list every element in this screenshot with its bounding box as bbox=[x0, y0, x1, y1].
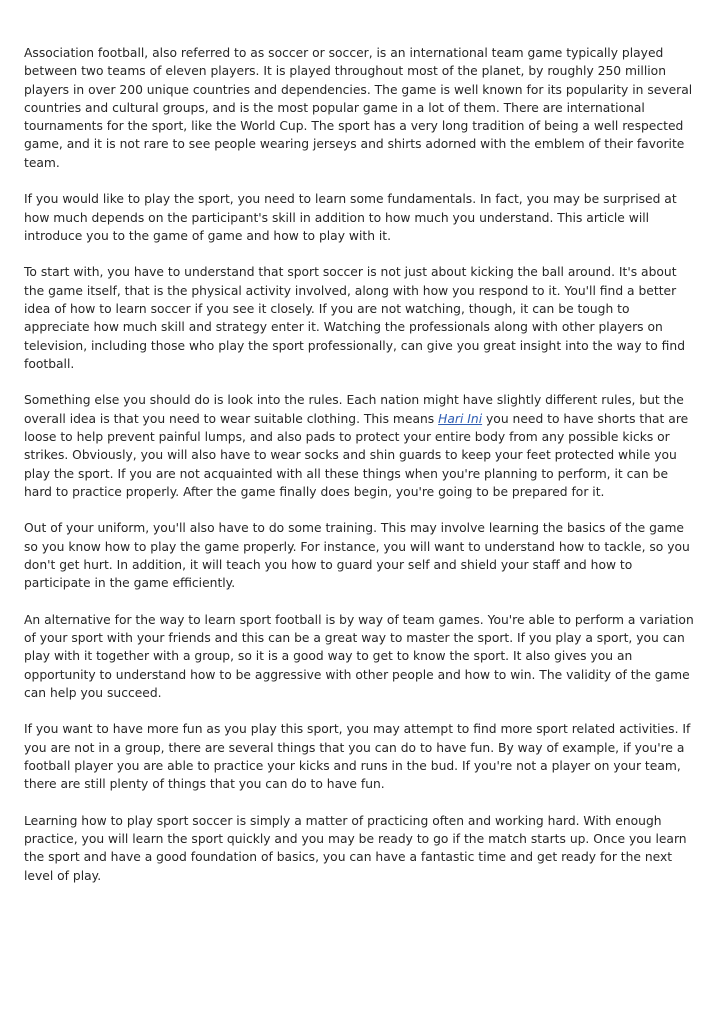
article-body bbox=[24, 44, 696, 903]
paragraph-7: If you want to have more fun as you play this sport, you may attempt to find more sport related activities. If you are not in a group, there are several things that you can do to have fun. By way of example, if you're a football player you are able to practice your kicks and runs in the bud. If you're not a player on your team, there are still plenty of things that you can do to have fun. bbox=[24, 722, 691, 792]
paragraph-8: Learning how to play sport soccer is simply a matter of practicing often and working hard. With enough practice, you will learn the sport quickly and you may be ready to go if the match starts up. Once you learn the sport and have a good foundation of basics, you can have a fantastic time and get ready for the next level of play. bbox=[24, 813, 687, 883]
paragraph-4 bbox=[24, 391, 696, 501]
paragraph-5: Out of your uniform, you'll also have to do some training. This may involve learning the basics of the game so you know how to play the game properly. For instance, you will want to understand how to tackle, so you don't get hurt. In addition, it will teach you how to guard your self and shield your staff and how to participate in the game efficiently. bbox=[24, 521, 690, 591]
paragraph-3: To start with, you have to understand that sport soccer is not just about kicking the ball around. It's about the game itself, that is the physical activity involved, along with how you respond to it. You'll find a better idea of how to learn soccer if you see it closely. If you are not watching, though, it can be tough to appreciate how much skill and strategy enter it. Watching the professionals along with other players on television, including those who play the sport professionally, can give you great insight into the way to find football. bbox=[24, 265, 685, 371]
paragraph-1: Association football, also referred to as soccer or soccer, is an international team game typically played between two teams of eleven players. It is played throughout most of the planet, by roughly 250 million players in over 200 unique countries and dependencies. The game is well known for its popularity in several countries and cultural groups, and is the most popular game in a lot of them. There are international tournaments for the sport, like the World Cup. The sport has a very long tradition of being a well respected game, and it is not rare to see people wearing jerseys and shirts adorned with the emblem of their favorite team. bbox=[24, 46, 693, 170]
hari-ini-link[interactable]: Hari Ini bbox=[438, 411, 483, 426]
paragraph-2: If you would like to play the sport, you need to learn some fundamentals. In fact, you may be surprised at how much depends on the participant's skill in addition to how much you understand. This article will introduce you to the game of game and how to play with it. bbox=[24, 192, 677, 243]
paragraph-4-text-after: you need to have shorts that are loose to help prevent painful lumps, and also pads to protect your entire body from any possible kicks or strikes. Obviously, you will also have to wear socks and shin guards to keep your feet protected while you play the sport. If you are not acquainted with all these things when you're planning to perform, it can be hard to practice properly. After the game finally does begin, you're going to be prepared for it. bbox=[24, 411, 689, 499]
paragraph-4-text-before: Something else you should do is look into the rules. Each nation might have slightly different rules, but the overall idea is that you need to wear suitable clothing. This means bbox=[24, 393, 684, 426]
paragraph-6: An alternative for the way to learn sport football is by way of team games. You're able to perform a variation of your sport with your friends and this can be a great way to master the sport. If you play a sport, you can play with it together with a group, so it is a good way to get to know the sport. It also gives you an opportunity to understand how to be aggressive with other people and how to win. The validity of the game can help you succeed. bbox=[24, 612, 694, 700]
